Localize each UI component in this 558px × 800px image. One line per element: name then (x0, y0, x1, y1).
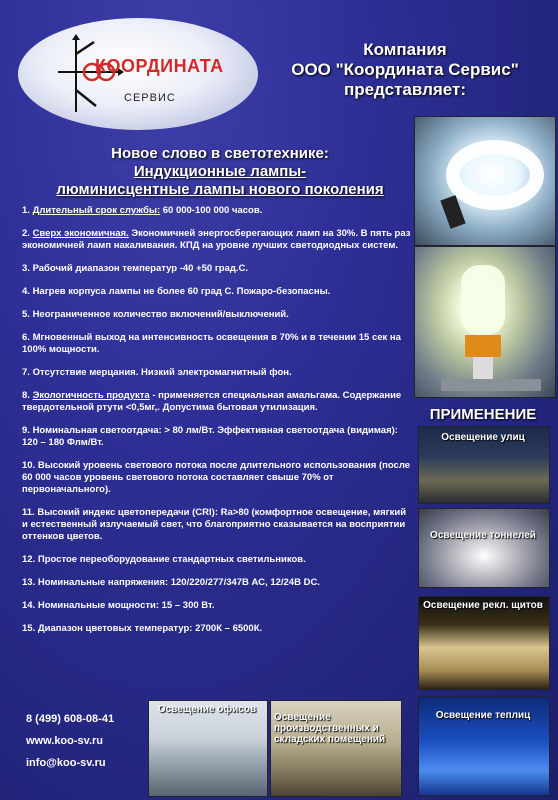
warehouse-lighting-caption: Освещение производственных и складских помещений (274, 712, 386, 745)
list-item: 5. Неограниченное количество включений/выключений. (22, 309, 289, 320)
subtitle-line-2: Индукционные лампы- (133, 163, 307, 180)
list-item: 6. Мгновенный выход на интенсивность освещения в 70% и в течении 15 сек на 100% мощности. (22, 332, 401, 355)
induction-lamp-bulb-photo (414, 246, 556, 398)
tunnel-lighting-photo (418, 508, 550, 588)
subtitle-line-3: люминисцентные лампы нового поколения (56, 181, 384, 198)
list-item: 4. Нагрев корпуса лампы не более 60 град С. Пожаро-безопасны. (22, 286, 331, 297)
logo-name: КООРДИНАТА (95, 56, 224, 76)
applications-heading: ПРИМЕНЕНИЕ (429, 406, 537, 423)
list-item: 13. Номинальные напряжения: 120/220/277/347В АС, 12/24В DC. (22, 577, 320, 588)
list-item: 11. Высокий индекс цветопередачи (CRI): Ra>80 (комфортное освещение, мягкий и естественный излучаемый свет, что благоприятно сказывается на восприятии оттенков цветов. (22, 507, 407, 542)
street-lighting-caption: Освещение улиц (441, 432, 525, 443)
ring-lamp-icon (415, 117, 555, 245)
company-header (260, 40, 550, 100)
company-line-2: ООО "Координата Сервис" (291, 60, 519, 79)
billboard-lighting-caption: Освещение рекл. щитов (423, 600, 543, 611)
company-line-3: представляет: (343, 80, 467, 99)
list-item: 3. Рабочий диапазон температур -40 +50 град.С. (22, 263, 249, 274)
tunnel-lighting-caption: Освещение тоннелей (430, 530, 536, 541)
list-item: 2. Сверх экономичная. Экономичней энергосберегающих ламп на 30%. В пять раз экономичней ламп накаливания. КПД на уровне лучших светодиодных систем. (22, 228, 411, 251)
list-item: 15. Диапазон цветовых температур: 2700К – 6500К. (22, 623, 263, 634)
list-item: 8. Экологичность продукта - применяется специальная амальгама. Содержание твердотельной ртути <0,5мг,. Допустима бытовая утилизация. (22, 390, 402, 413)
company-line-1: Компания (363, 40, 447, 59)
list-item: 1. Длительный срок службы: 60 000-100 000 часов. (22, 205, 263, 216)
logo-subtitle: СЕРВИС (124, 92, 176, 104)
product-subtitle (30, 145, 410, 199)
email-link[interactable]: info@koo-sv.ru (26, 757, 106, 769)
list-item: 14. Номинальные мощности: 15 – 300 Вт. (22, 600, 215, 611)
features-list (22, 205, 412, 635)
contacts-block (26, 708, 138, 774)
list-item: 9. Номинальная светоотдача: > 80 лм/Вт. Эффективная светоотдача (видимая): 120 – 180 Флм/Вт. (22, 425, 398, 448)
list-item: 7. Отсутствие мерцания. Низкий электромагнитный фон. (22, 367, 292, 378)
website-link[interactable]: www.koo-sv.ru (26, 735, 104, 747)
phone-number: 8 (499) 608-08-41 (26, 713, 115, 725)
greenhouse-lighting-caption: Освещение теплиц (435, 710, 531, 721)
list-item: 10. Высокий уровень светового потока после длительного использования (после 60 000 часов уровень светового потока составляет свыше 70% от первоначального). (22, 460, 411, 495)
subtitle-line-1: Новое слово в светотехнике: (111, 145, 329, 162)
list-item: 12. Простое переоборудование стандартных светильников. (22, 554, 306, 565)
induction-lamp-ring-photo (414, 116, 556, 246)
office-lighting-caption: Освещение офисов (157, 704, 257, 715)
bulb-lamp-icon (415, 247, 555, 397)
